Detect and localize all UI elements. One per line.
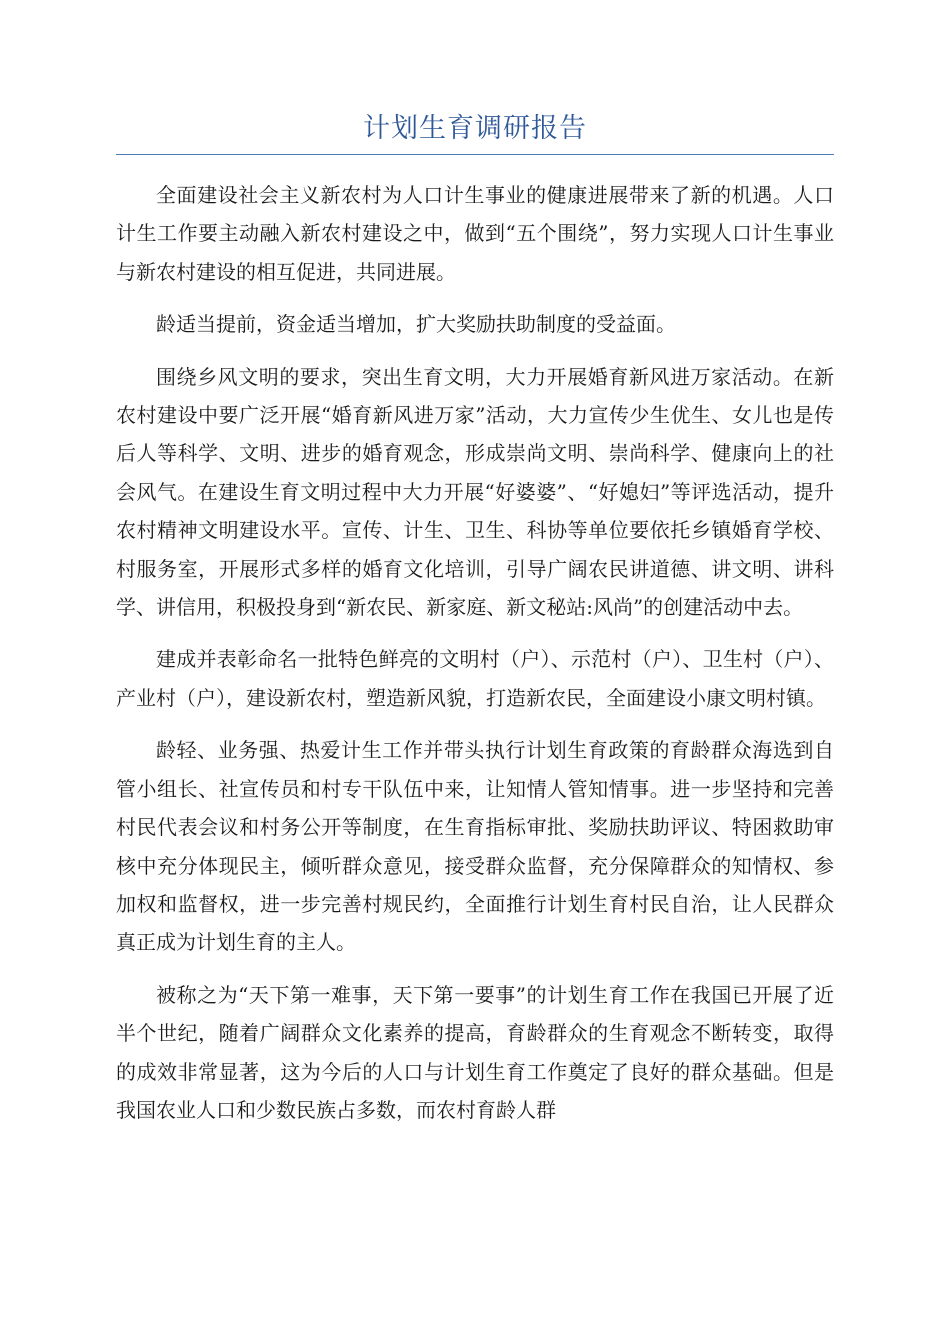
paragraph-2: 龄适当提前，资金适当增加，扩大奖励扶助制度的受益面。 bbox=[156, 312, 676, 337]
paragraph-5: 龄轻、业务强、热爱计生工作并带头执行计划生育政策的育龄群众海选到自管小组长、社宣传员和村专干队伍中来，让知情人管知情事。进一步坚持和完善村民代表会议和村务公开等制度，在生育指标审批、奖励扶助评议、特困救助审核中充分体现民主，倾听群众意见，接受群众监督，充分保障群众的知情权、参加权和监督权，进一步完善村规民约，全面推行计划生育村民自治，让人民群众真正成为计划生育的主人。 bbox=[116, 738, 834, 955]
paragraph-6: 被称之为“天下第一难事，天下第一要事”的计划生育工作在我国已开展了近半个世纪，随着广阔群众文化素养的提高，育龄群众的生育观念不断转变，取得的成效非常显著，这为今后的人口与计划生育工作奠定了良好的群众基础。但是我国农业人口和少数民族占多数，而农村育龄人群 bbox=[116, 982, 834, 1122]
title-underline bbox=[116, 154, 834, 155]
paragraph-1: 全面建设社会主义新农村为人口计生事业的健康进展带来了新的机遇。人口计生工作要主动融入新农村建设之中，做到“五个围绕”，努力实现人口计生事业与新农村建设的相互促进，共同进展。 bbox=[116, 183, 834, 284]
paragraph-3: 围绕乡风文明的要求，突出生育文明，大力开展婚育新风进万家活动。在新农村建设中要广泛开展“婚育新风进万家”活动，大力宣传少生优生、女儿也是传后人等科学、文明、进步的婚育观念，形成崇尚文明、崇尚科学、健康向上的社会风气。在建设生育文明过程中大力开展“好婆婆”、“好媳妇”等评选活动，提升农村精神文明建设水平。宣传、计生、卫生、科协等单位要依托乡镇婚育学校、村服务室，开展形式多样的婚育文化培训，引导广阔农民讲道德、讲文明、讲科学、讲信用，积极投身到“新农民、新家庭、新文秘站:风尚”的创建活动中去。 bbox=[116, 364, 834, 620]
document-body bbox=[116, 176, 834, 1129]
paragraph-4: 建成并表彰命名一批特色鲜亮的文明村（户）、示范村（户）、卫生村（户）、产业村（户），建设新农村，塑造新风貌，打造新农民，全面建设小康文明村镇。 bbox=[116, 647, 834, 710]
document-title: 计划生育调研报告 bbox=[363, 113, 587, 144]
document-page bbox=[116, 0, 834, 1143]
